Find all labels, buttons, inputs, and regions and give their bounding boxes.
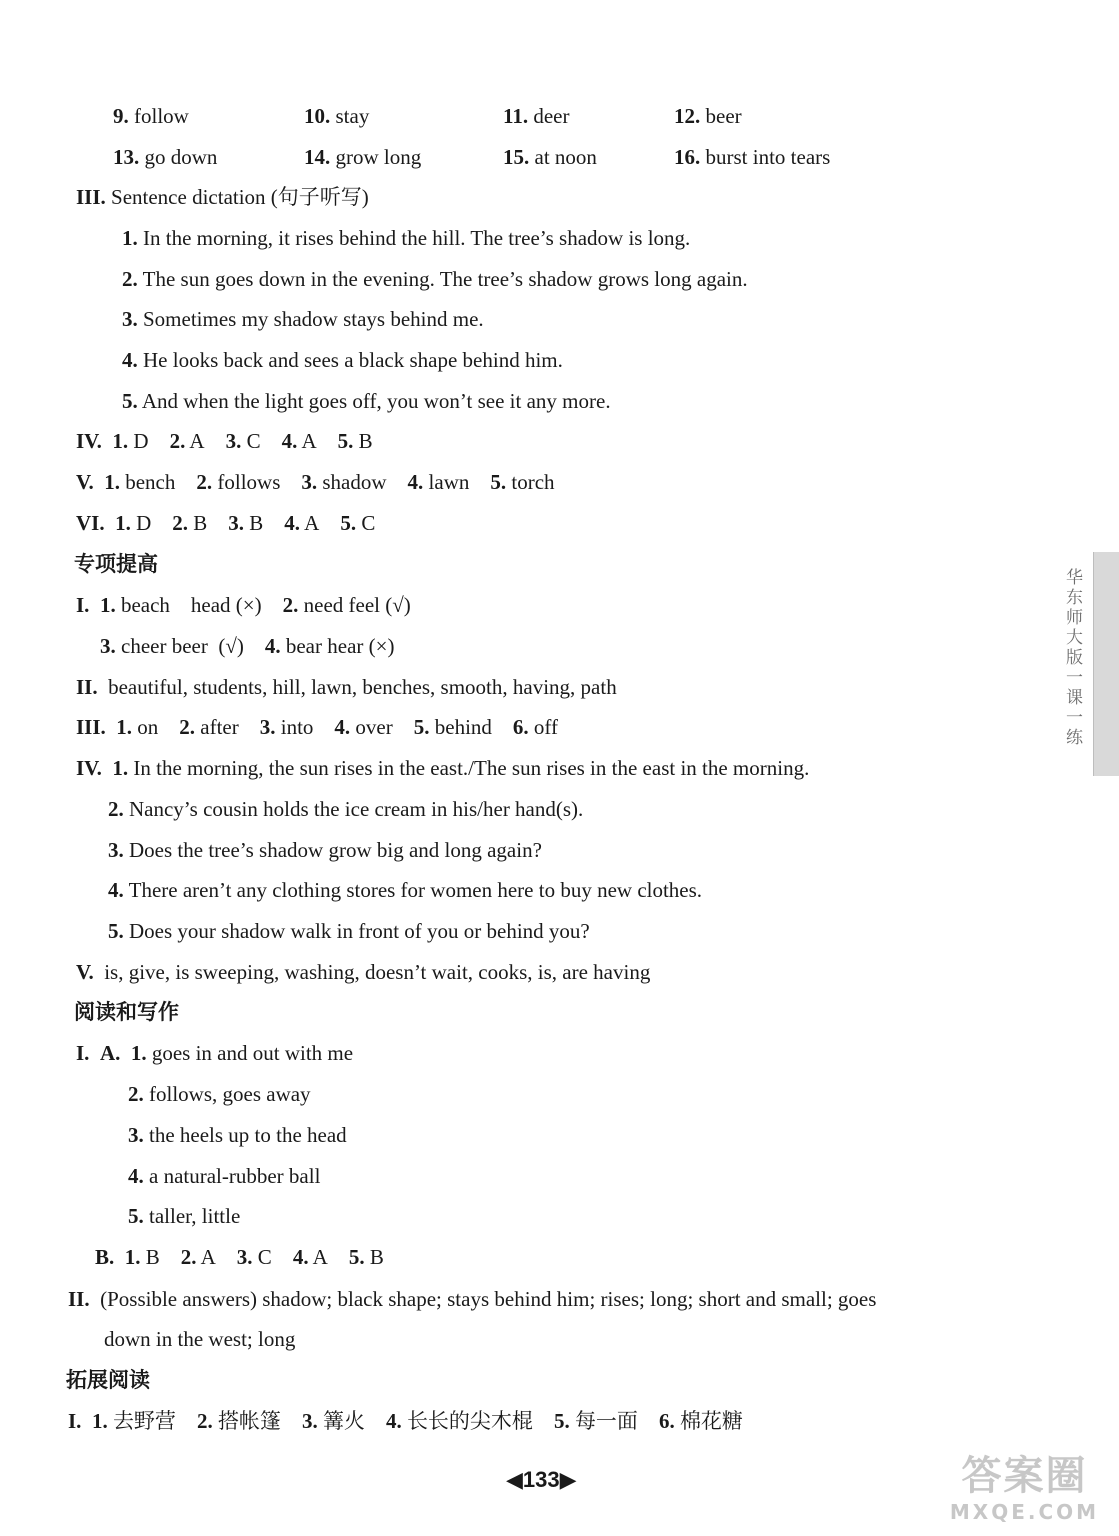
sentence-item: 2. Nancy’s cousin holds the ice cream in his/her hand(s). (108, 797, 584, 821)
sentence-item: 4. a natural-rubber ball (128, 1164, 321, 1188)
sentence-item: 3. Sometimes my shadow stays behind me. (122, 307, 484, 331)
answer-row: V. 1. bench 2. follows 3. shadow 4. lawn 5. torch (76, 470, 555, 494)
answer-row: I. 1. beach head (×) 2. need feel (√) (76, 593, 411, 617)
side-tab (1093, 552, 1119, 776)
answer-item: 13. go down (113, 145, 218, 169)
side-tab-label: 华东师大版一课一练 (1063, 568, 1082, 748)
page-number: ◀133▶ (506, 1467, 577, 1492)
answer-item: 16. burst into tears (674, 145, 831, 169)
section-heading: III. Sentence dictation (句子听写) (76, 185, 369, 209)
answer-item: 11. deer (503, 104, 570, 128)
watermark-line1: 答案圈 (961, 1453, 1088, 1499)
sentence-item: 5. And when the light goes off, you won’t see it any more. (122, 389, 611, 413)
sentence-item: 3. the heels up to the head (128, 1123, 347, 1147)
sentence-item: 3. Does the tree’s shadow grow big and long again? (108, 838, 542, 862)
sentence-item: 1. In the morning, it rises behind the hill. The tree’s shadow is long. (122, 226, 691, 250)
sentence-item: 4. There aren’t any clothing stores for women here to buy new clothes. (108, 878, 703, 902)
sentence-item: 2. The sun goes down in the evening. The tree’s shadow grows long again. (122, 267, 748, 291)
answer-row (113, 144, 830, 170)
answer-item: 12. beer (674, 104, 742, 128)
answer-row: B. 1. B 2. A 3. C 4. A 5. B (95, 1245, 384, 1269)
watermark-line2: MXQE.COM (949, 1500, 1100, 1524)
answer-row: III. 1. on 2. after 3. into 4. over 5. behind 6. off (76, 715, 559, 739)
answer-row: II. beautiful, students, hill, lawn, benches, smooth, having, path (76, 675, 617, 699)
answer-row: V. is, give, is sweeping, washing, doesn’t wait, cooks, is, are having (76, 960, 651, 984)
sentence-item: 5. Does your shadow walk in front of you or behind you? (108, 919, 590, 943)
section-heading: 阅读和写作 (74, 1000, 179, 1024)
answer-row: 3. cheer beer (√) 4. bear hear (×) (100, 634, 395, 658)
answer-item: 15. at noon (503, 145, 597, 169)
sentence-item: 2. follows, goes away (128, 1082, 311, 1106)
answer-row: IV. 1. D 2. A 3. C 4. A 5. B (76, 429, 373, 453)
answer-row: VI. 1. D 2. B 3. B 4. A 5. C (76, 511, 376, 535)
sentence-item: 4. He looks back and sees a black shape behind him. (122, 348, 563, 372)
answer-row (113, 103, 742, 129)
section-heading: 专项提高 (74, 552, 158, 576)
section-heading: 拓展阅读 (66, 1368, 150, 1392)
answer-row: I. A. 1. goes in and out with me (76, 1041, 354, 1065)
answer-row: I. 1. 去野营 2. 搭帐篷 3. 篝火 4. 长长的尖木棍 5. 每一面 6. 棉花糖 (68, 1409, 743, 1433)
answer-row: down in the west; long (104, 1327, 296, 1351)
watermark-logo (930, 1452, 1119, 1536)
answer-row: IV. 1. In the morning, the sun rises in the east./The sun rises in the east in the morning. (76, 756, 810, 780)
answer-item: 10. stay (304, 104, 370, 128)
answer-row: II. (Possible answers) shadow; black shape; stays behind him; rises; long; short and small; goes (68, 1287, 877, 1311)
sentence-item: 5. taller, little (128, 1204, 241, 1228)
answer-item: 9. follow (113, 104, 189, 128)
answer-item: 14. grow long (304, 145, 422, 169)
